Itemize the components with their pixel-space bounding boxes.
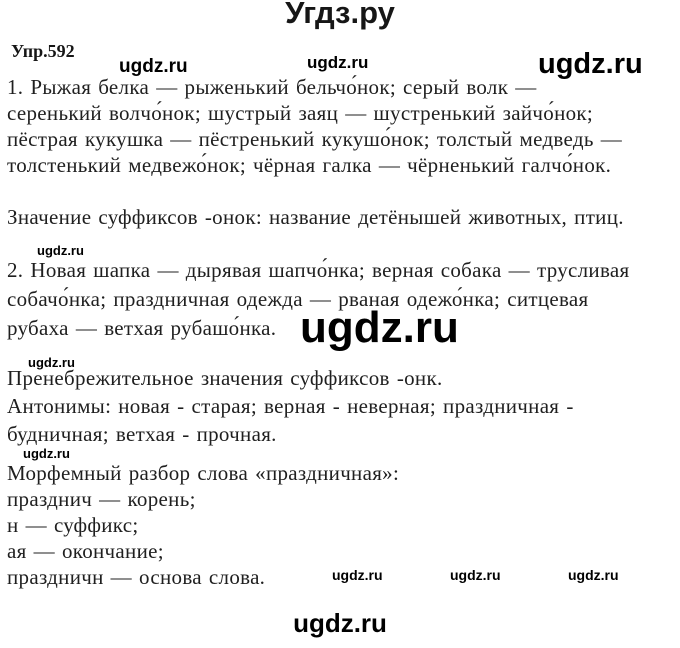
solution-line: праздничн — основа слова.: [7, 565, 266, 589]
watermark-ugdz: ugdz.ru: [119, 56, 188, 77]
watermark-ugdz: ugdz.ru: [307, 53, 369, 72]
watermark-ugdz: ugdz.ru: [332, 567, 383, 583]
solution-line: собачо́нка; праздничная одежда — рваная одежо́нка; ситцевая: [7, 287, 589, 311]
solution-line: 2. Новая шапка — дырявая шапчо́нка; верная собака — трусливая: [7, 258, 630, 282]
solution-line: серенький волчо́нок; шустрый заяц — шустренький зайчо́нок;: [7, 101, 594, 125]
watermark-ugdz: ugdz.ru: [568, 567, 619, 583]
solution-line: Значение суффиксов -онок: название детёнышей животных, птиц.: [7, 205, 624, 229]
solution-line: Пренебрежительное значения суффиксов -онк.: [7, 366, 443, 390]
site-title: Угдз.ру: [285, 0, 395, 30]
watermark-ugdz: ugdz.ru: [28, 355, 75, 370]
solution-line: толстенький медвежо́нок; чёрная галка — чёрненький галчо́нок.: [7, 153, 612, 177]
exercise-number: Упр.592: [11, 41, 75, 61]
solution-line: празднич — корень;: [7, 487, 196, 511]
watermark-ugdz: ugdz.ru: [450, 567, 501, 583]
watermark-ugdz: ugdz.ru: [538, 48, 643, 80]
solution-line: будничная; ветхая - прочная.: [7, 422, 277, 446]
watermark-ugdz: ugdz.ru: [23, 446, 70, 461]
solution-line: 1. Рыжая белка — рыженький бельчо́нок; серый волк —: [7, 75, 537, 99]
solution-line: Антонимы: новая - старая; верная - неверная; праздничная -: [7, 394, 574, 418]
watermark-ugdz: ugdz.ru: [37, 243, 84, 258]
solution-line: Морфемный разбор слова «праздничная»:: [7, 461, 400, 485]
solution-line: пёстрая кукушка — пёстренький кукушо́нок; толстый медведь —: [7, 127, 623, 151]
solution-line: рубаха — ветхая рубашо́нка.: [7, 316, 277, 340]
watermark-ugdz: ugdz.ru: [293, 608, 387, 638]
solution-line: н — суффикс;: [7, 513, 139, 537]
watermark-ugdz: ugdz.ru: [300, 303, 459, 352]
solution-line: ая — окончание;: [7, 539, 164, 563]
